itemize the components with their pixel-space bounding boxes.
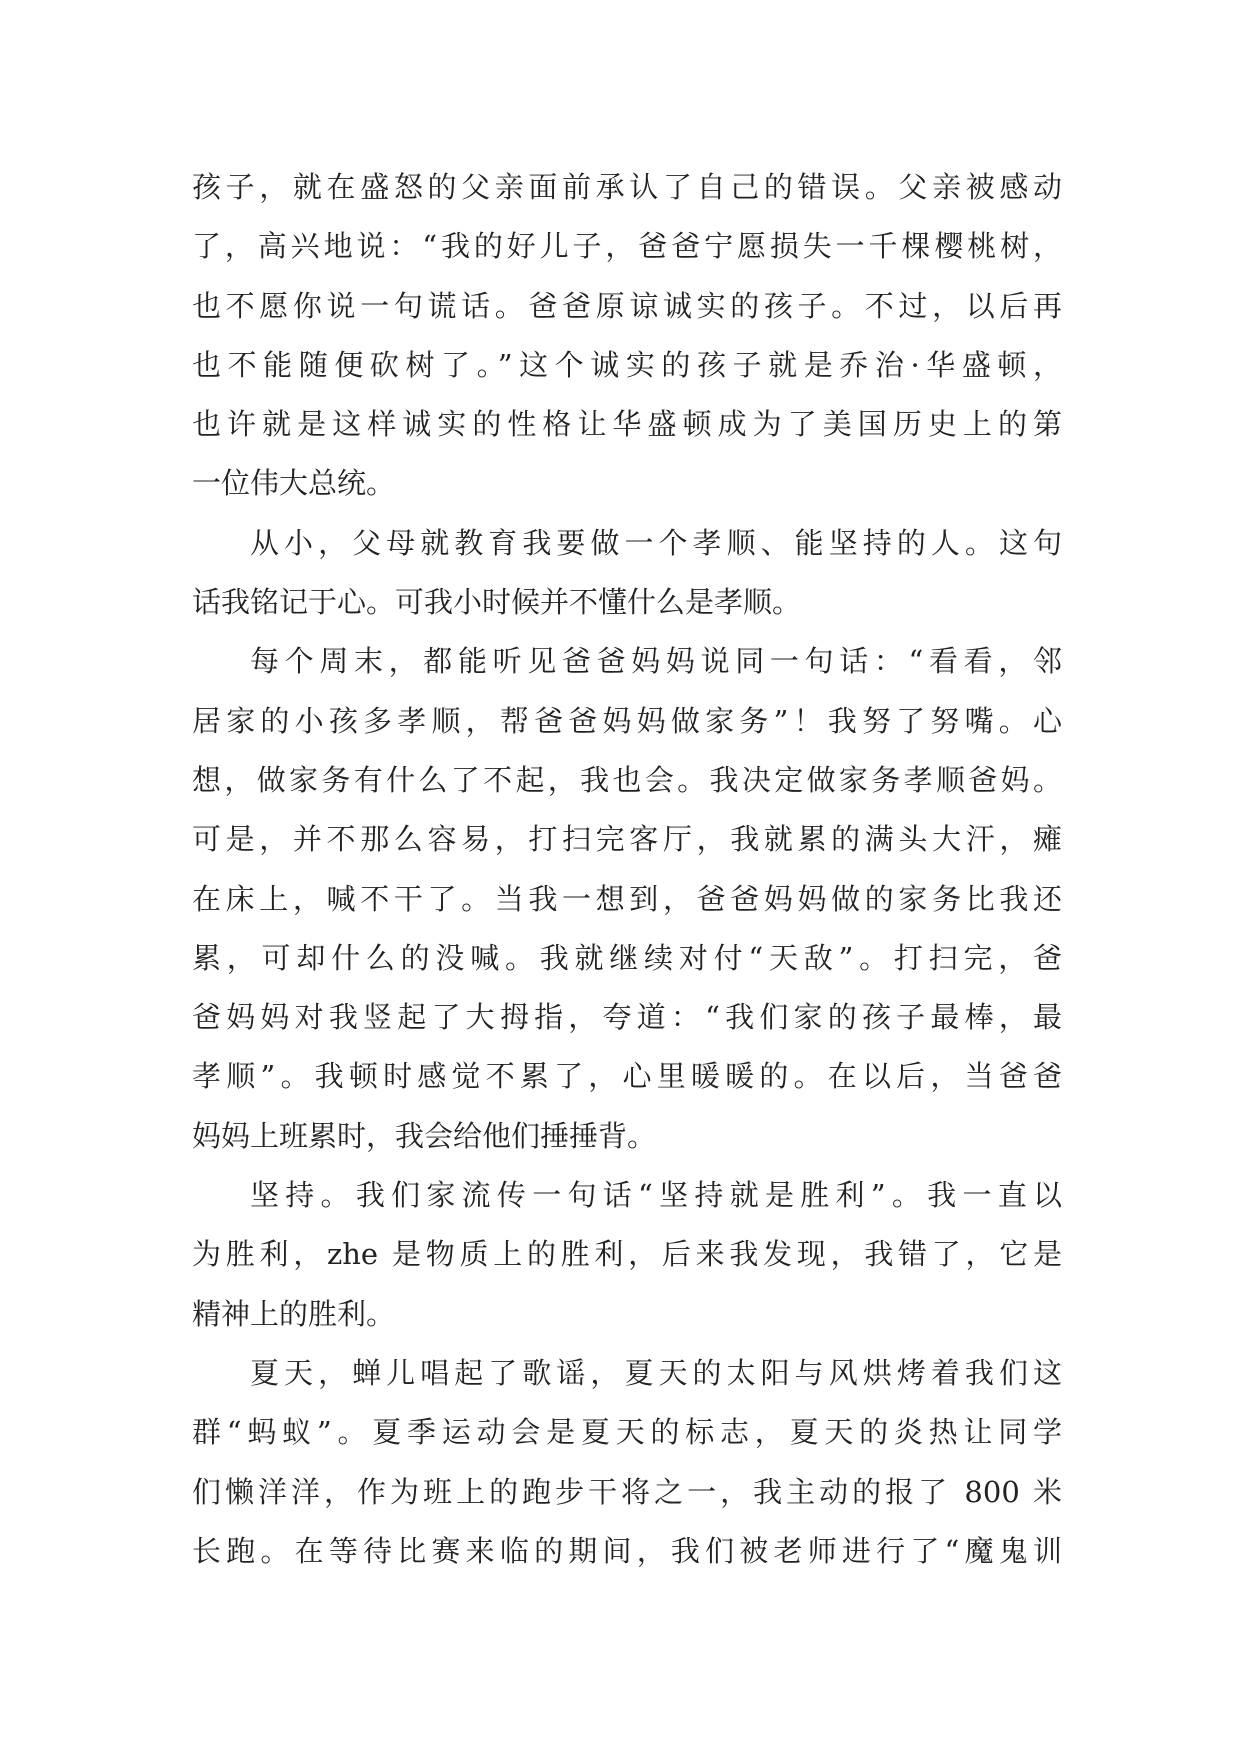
text-line: 群“蚂蚁”。夏季运动会是夏天的标志，夏天的炎热让同学 [192, 1415, 1062, 1450]
text-line: 一位伟大总统。 [192, 466, 396, 501]
paragraph-first-line: 从小，父母就教育我要做一个孝顺、能坚持的人。这句 [250, 525, 1062, 560]
text-line: 妈妈上班累时，我会给他们捶捶背。 [192, 1118, 657, 1153]
text-line: 爸妈妈对我竖起了大拇指，夸道：“我们家的孩子最棒，最 [192, 1000, 1062, 1035]
text-line: 了，高兴地说：“我的好儿子，爸爸宁愿损失一千棵樱桃树， [192, 229, 1062, 264]
text-line: 们懒洋洋，作为班上的跑步干将之一，我主动的报了 800 米 [192, 1474, 1062, 1509]
text-line: 在床上，喊不干了。当我一想到，爸爸妈妈做的家务比我还 [192, 881, 1062, 916]
text-line: 也不愿你说一句谎话。爸爸原谅诚实的孩子。不过，以后再 [192, 288, 1062, 323]
text-line: 想，做家务有什么了不起，我也会。我决定做家务孝顺爸妈。 [192, 762, 1062, 797]
text-line: 居家的小孩多孝顺，帮爸爸妈妈做家务”！我努了努嘴。心 [192, 703, 1062, 738]
text-line: 也不能随便砍树了。”这个诚实的孩子就是乔治·华盛顿， [192, 347, 1062, 382]
paragraph-first-line: 坚持。我们家流传一句话“坚持就是胜利”。我一直以 [250, 1178, 1062, 1213]
text-line: 为胜利，zhe 是物质上的胜利，后来我发现，我错了，它是 [192, 1237, 1062, 1272]
text-line: 话我铭记于心。可我小时候并不懂什么是孝顺。 [192, 585, 802, 620]
text-line: 孝顺”。我顿时感觉不累了，心里暖暖的。在以后，当爸爸 [192, 1059, 1062, 1094]
text-line: 孩子，就在盛怒的父亲面前承认了自己的错误。父亲被感动 [192, 170, 1062, 204]
paragraph-first-line: 夏天，蝉儿唱起了歌谣，夏天的太阳与风烘烤着我们这 [250, 1355, 1062, 1390]
body-text [192, 158, 1062, 1581]
text-line: 累，可却什么的没喊。我就继续对付“天敌”。打扫完，爸 [192, 940, 1062, 975]
text-line: 可是，并不那么容易，打扫完客厅，我就累的满头大汗，瘫 [192, 822, 1062, 857]
text-line: 长跑。在等待比赛来临的期间，我们被老师进行了“魔鬼训 [192, 1533, 1062, 1568]
text-line: 也许就是这样诚实的性格让华盛顿成为了美国历史上的第 [192, 407, 1062, 442]
text-line: 精神上的胜利。 [192, 1296, 396, 1331]
paragraph-first-line: 每个周末，都能听见爸爸妈妈说同一句话：“看看，邻 [250, 644, 1062, 679]
